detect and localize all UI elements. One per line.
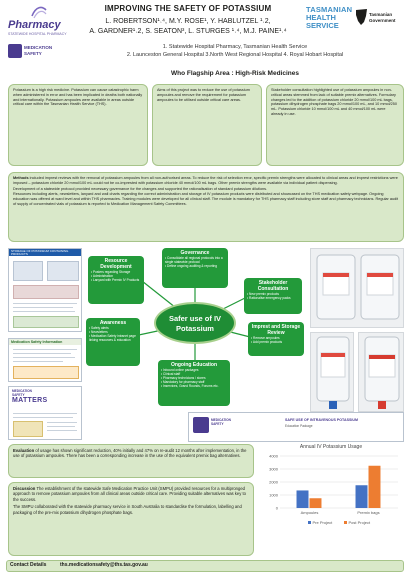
pharmacy-logo-subtitle: STATEWIDE HOSPITAL PHARMACY: [8, 32, 67, 36]
author-list: [70, 17, 306, 37]
ths-logo-line2: HEALTH: [306, 13, 336, 22]
chart-y-tick-label: 4000: [269, 453, 278, 459]
education-item: • Pharmacy technicians / stores: [161, 376, 227, 380]
education-item: • Clinical staff: [161, 372, 227, 376]
chart-legend-label: Post Project: [348, 520, 371, 525]
education-item: • Mandatory for pharmacy staff: [161, 380, 227, 384]
flagship-area: Who Flagship Area : High-Risk Medicines: [171, 70, 299, 77]
chart-title: Annual IV Potassium Usage: [299, 444, 363, 450]
education-item: • Inbound online packages: [161, 368, 227, 372]
chart-legend-swatch: [344, 521, 347, 524]
chart-y-tick-label: 2000: [269, 479, 278, 485]
stakeholder-consultation-node: [244, 278, 302, 314]
discussion-paragraph-1: The establishment of the statewide Safe Medication Practice Unit (SMPU) provided resources for a multipronged approach to remove potassium ampoules from all clinical areas outside critical care. Providing suitable alternatives was key to the success.: [13, 486, 246, 502]
discussion-box: [8, 482, 254, 556]
medication-safety-mark-icon: [8, 44, 22, 58]
awareness-item: • Newsletters: [89, 330, 137, 334]
methods-paragraph-1: included imprest reviews with the removal of potassium ampoules from all non-authorised areas. To reduce the risk of selection error, specific premix strengths were allocated to clinical areas and imprest restrictions were imposed – potassium chloride 20 mmol/100 mL could not be co-imprested with potassium chloride 40 mmol/100 mL bags. Other premix strengths were available via individual patient dispensing.: [13, 176, 398, 185]
education-brand-line1: MEDICATION: [211, 418, 231, 422]
pharmacy-swirl-icon: [30, 4, 48, 20]
ths-logo-line1: TASMANIAN: [306, 5, 353, 14]
stakeholder-item: • Rationalise emergency packs: [247, 296, 299, 300]
consultation-box: [266, 84, 404, 166]
newsletter-title: MATTERS: [12, 397, 48, 404]
discussion-paragraph-2: The SMPU collaborated with the statewide pharmacy service in South Australia to standardise the formulation, labelling and packaging of the pre-mix potassium dihydrogen phosphate bags.: [13, 504, 242, 515]
aims-text: Aims of this project was to reduce the use of potassium ampoules and remove the requirement for potassium ampoules to be utilised outside critical care areas.: [157, 88, 250, 102]
storage-poster-title: STORAGE OF POTASSIUM CONTAINING PRODUCTS: [9, 249, 81, 256]
contact-label: Contact Details: [10, 562, 47, 568]
poster-title: IMPROVING THE SAFETY OF POTASSIUM: [104, 4, 272, 13]
stakeholder-item: • New premix products: [247, 292, 299, 296]
hub-label: Safer use of IV Potassium: [168, 314, 222, 333]
imprest-item: • Add premix products: [251, 340, 301, 344]
storage-poster-image: [8, 248, 82, 332]
evaluation-label: Evaluation: [13, 448, 35, 453]
chart-plot: [258, 450, 404, 530]
chart-bar: [369, 466, 381, 508]
resource-development-node: [88, 256, 144, 304]
stakeholder-consultation-title: Stakeholder Consultation: [257, 280, 289, 292]
education-package-subheading: Education Package: [285, 424, 313, 428]
newsletter-brand-line2: SAFETY: [12, 393, 25, 397]
awareness-node: [86, 318, 140, 366]
medication-safety-alert-image: [8, 338, 82, 382]
imprest-storage-review-node: [248, 322, 304, 356]
chart-y-tick-label: 1000: [269, 492, 278, 498]
education-item: • Inservices, Grand Rounds, Forums etc.: [161, 384, 227, 388]
pharmacy-logo: [8, 4, 70, 42]
annual-iv-potassium-usage-chart: [258, 444, 404, 532]
medsafety-logo-line1: MEDICATION: [24, 45, 53, 50]
awareness-item: • Safety alerts: [89, 326, 137, 330]
tasmania-map-icon: [355, 8, 368, 26]
evaluation-box: [8, 444, 254, 478]
safer-use-hub: [154, 302, 236, 344]
discussion-label: Discussion: [13, 486, 36, 491]
affiliations: [70, 43, 400, 59]
pharmacy-logo-word: Pharmacy: [8, 19, 61, 31]
governance-item: • Define ongoing auditing & reporting: [165, 264, 225, 268]
ths-logo: [306, 6, 352, 32]
affiliation-line1: 1. Statewide Hospital Pharmacy, Tasmanian Health Service: [162, 44, 308, 50]
ongoing-education-title: Ongoing Education: [170, 362, 218, 368]
education-brand-line2: SAFETY: [211, 422, 224, 426]
education-package-heading: SAFE USE OF INTRAVENOUS POTASSIUM: [285, 418, 358, 422]
newsletter-brand-line1: MEDICATION: [12, 389, 32, 393]
tasmanian-government-logo: [355, 6, 405, 32]
aims-box: [152, 84, 262, 166]
authors-line1: L. ROBERTSON¹˒⁴, M.Y. ROSE¹, Y. HABLUTZEL ¹˒2,: [105, 18, 271, 25]
premix-bags-photo: [310, 248, 404, 328]
medsafety-logo-line2: SAFETY: [24, 51, 42, 56]
chart-x-tick-label: Ampoules: [300, 510, 319, 515]
governance-item: • Consolidate all regional protocols into a single statewide protocol: [165, 256, 225, 264]
ongoing-education-node: [158, 360, 230, 406]
imprest-storage-title: Imprest and Storage Review: [251, 324, 301, 336]
contact-email-link[interactable]: ths.medicationsafety@ths.tas.gov.au: [60, 562, 148, 568]
chart-y-tick-label: 0: [275, 505, 278, 511]
awareness-item: • Medication Safety intranet page linking resources & education: [89, 334, 137, 342]
resource-item: • Posters regarding Storage: [91, 270, 141, 274]
imprest-item: • Remove ampoules: [251, 336, 301, 340]
medication-safety-matters-newsletter-image: [8, 386, 82, 440]
methods-paragraph-2: Development of a statewide protocol provided necessary governance for the changes and supported the rationalisation of standard potassium dilutions.: [13, 186, 268, 191]
chart-y-tick-label: 3000: [269, 466, 278, 472]
chart-bar: [356, 485, 368, 508]
ampoule-bag-photo: [358, 332, 404, 412]
medication-safety-logo: [8, 44, 68, 58]
chart-legend-label: Pre Project: [312, 520, 333, 525]
chart-legend-swatch: [308, 521, 311, 524]
tasgov-logo-line1: Tasmanian: [369, 12, 393, 17]
awareness-title: Awareness: [99, 320, 127, 326]
education-package-screenshot: [188, 412, 404, 442]
alert-title: Medication Safety Information: [9, 339, 81, 345]
education-brand-mark-icon: [193, 417, 209, 433]
governance-node: [162, 248, 228, 288]
affiliation-line2: 2. Launceston General Hospital 3.North West Regional Hospital 4. Royal Hobart Hospital: [126, 52, 344, 58]
authors-line2: A. GARDNER¹˒2, S. SEATON³, L. STURGES ¹˒⁴, M.J. PAINE¹˒⁴: [89, 28, 287, 35]
chart-bar: [297, 490, 309, 508]
safer-use-diagram: [84, 246, 306, 406]
chart-x-tick-label: Premix bags: [357, 510, 380, 515]
tasgov-logo-line2: Government: [369, 18, 396, 23]
consultation-text: Stakeholder consultation highlighted use of potassium ampoules in non-critical areas stemmed from lack of suitable premix alternatives. Formulary changes led to the addition of potassium chloride 20 mmol/100 mL bags, potassium dihydrogen phosphate bags 20 mmol/100 mL, and 10 mmol/250 mL. Potassium chloride 10 mmol/100 mL and 40 mmol/100 mL were already in use.: [271, 88, 398, 116]
background-text: Potassium is a high risk medicine. Potassium can cause catastrophic harm when administered in error and has been implicated in deaths both nationally and internationally. Potassium ampoules were available in areas outside critical care within the Tasmanian Health Service (THS).: [13, 88, 143, 107]
background-box: [8, 84, 148, 166]
evaluation-text: of usage has shown significant reduction, 40% initially and 47% on re-audit 12 months after implementation, in the use of potassium ampoules. There has been a corresponding increase in the use of the equivalent premix bag alternatives.: [13, 448, 247, 459]
premix-bag-photo: [310, 332, 354, 412]
resource-item: • Lanyard with Premix IV Products: [91, 278, 141, 282]
methods-label: Methods: [13, 176, 29, 180]
ths-logo-line3: SERVICE: [306, 21, 339, 30]
resource-development-title: Resource Development: [100, 258, 132, 270]
resource-item: • Administration: [91, 274, 141, 278]
methods-paragraph-3: Resources including alerts, newsletters, lanyard and wall charts regarding the correct administration and storage of IV potassium products were distributed and showcased on the THS medication safety webpage. Ongoing education was offered at ward level and within THS pharmacies. Training modules were developed for all clinical staff. The module is mandatory for THS pharmacy staff including store staff and pharmacy technicians. Regular audit of supply of concentrated vials of potassium is reported to Medication Management Safety Committees.: [13, 192, 399, 206]
governance-title: Governance: [180, 250, 210, 256]
chart-bar: [310, 498, 322, 508]
methods-box: [8, 172, 404, 242]
